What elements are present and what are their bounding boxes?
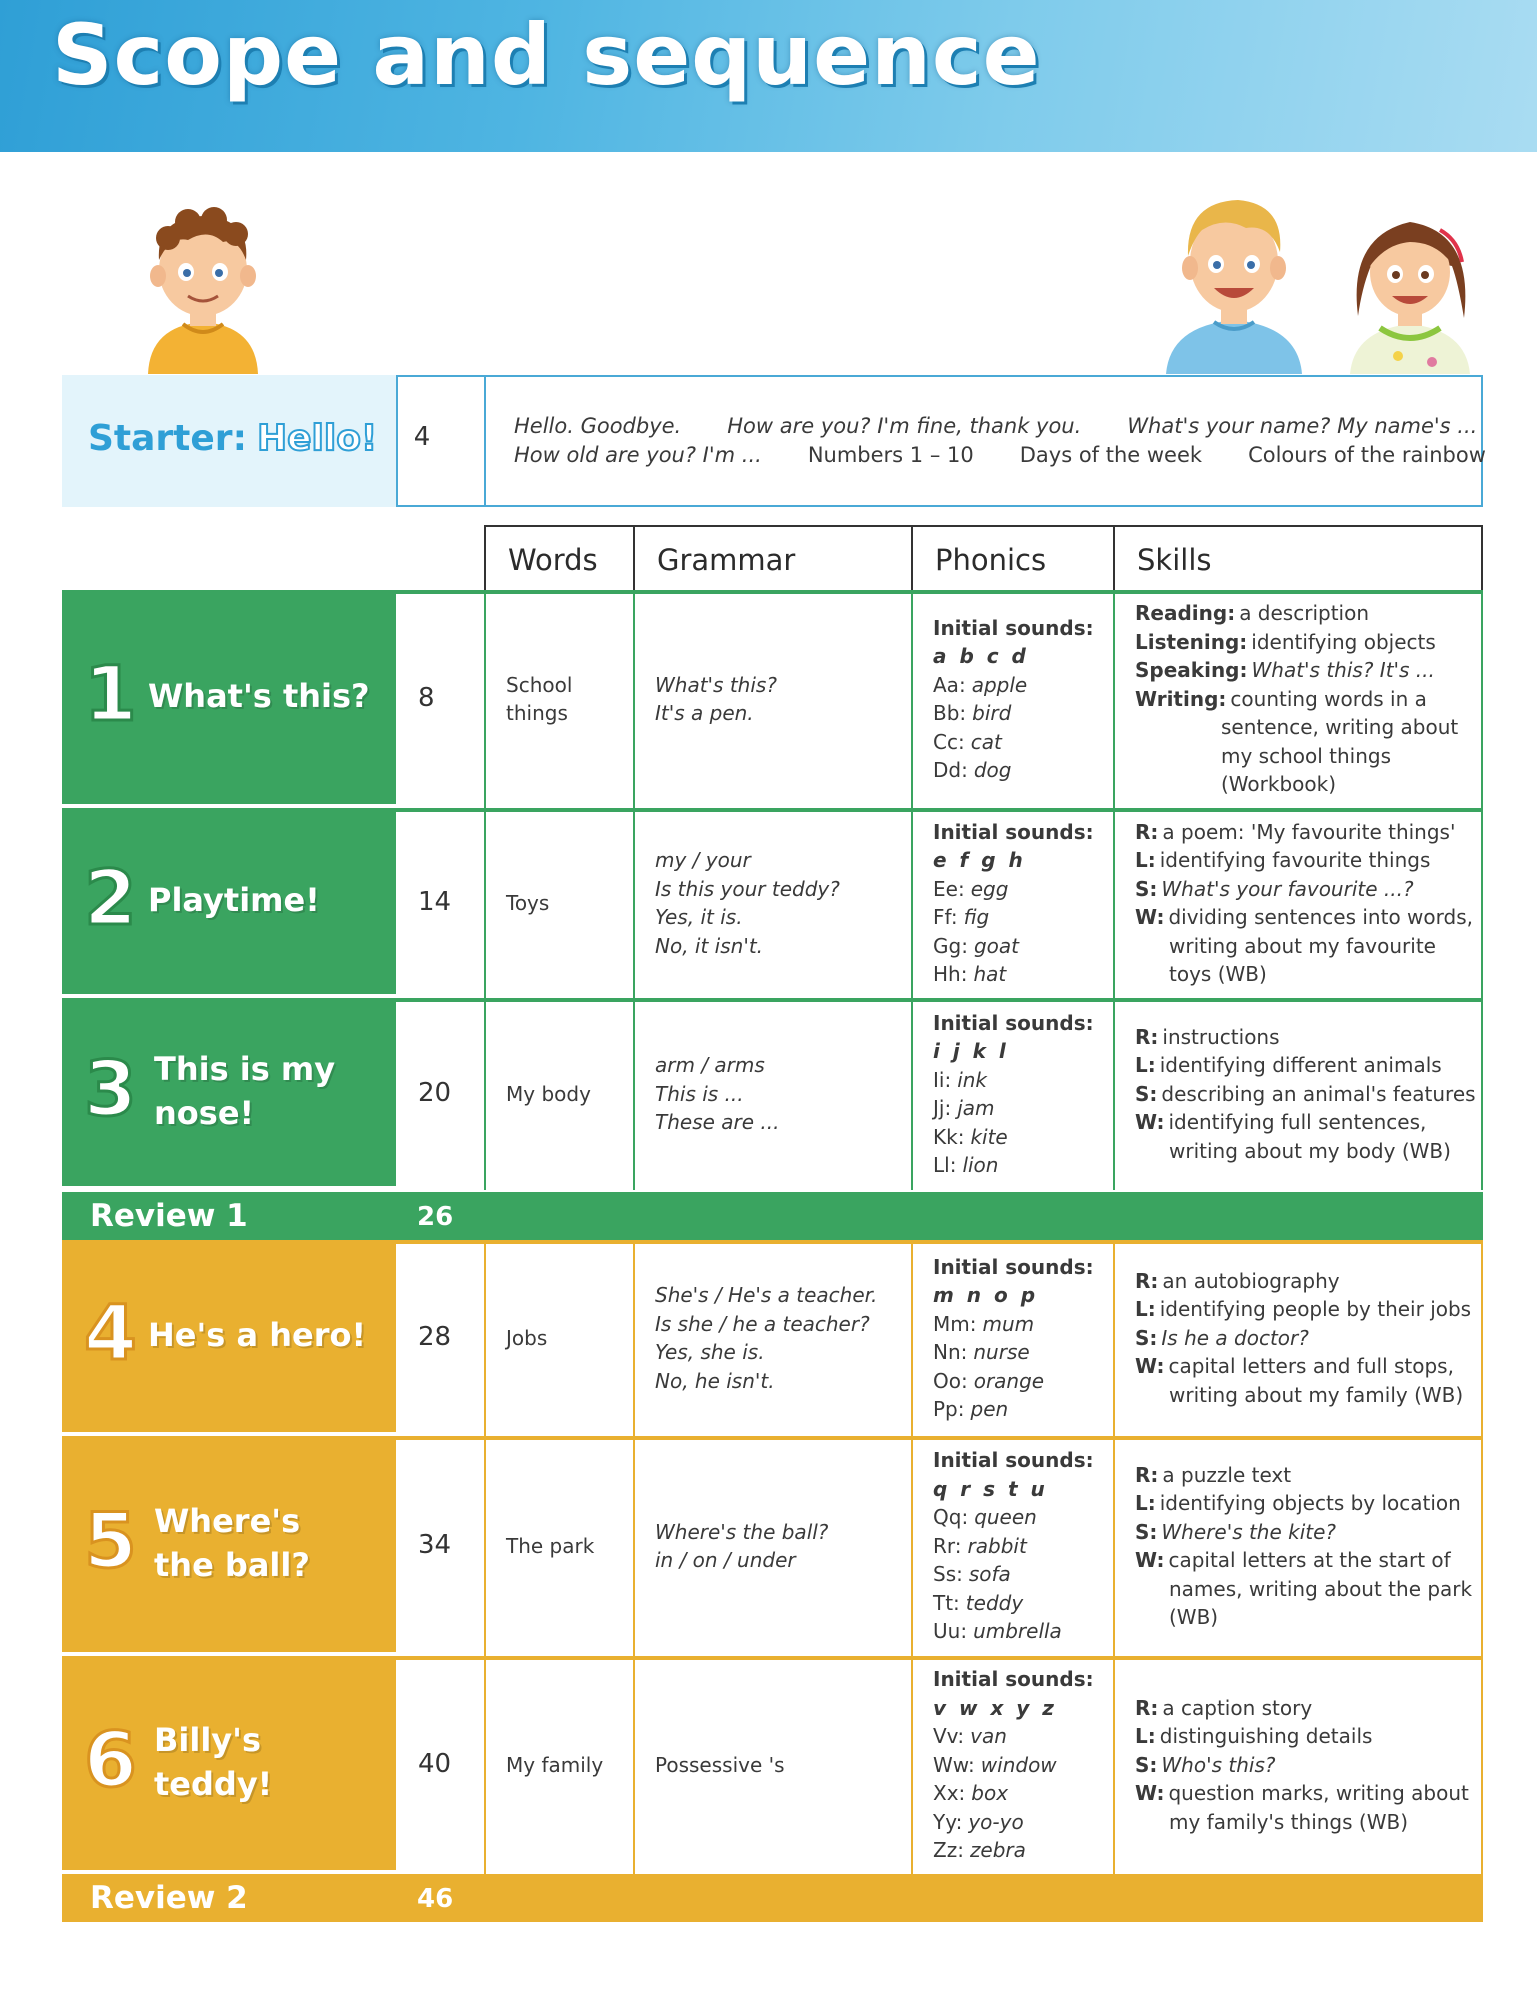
phonics-letter-pair: Cc: <box>933 729 965 754</box>
starter-topic: Days of the week <box>1019 443 1203 467</box>
phonics-item <box>933 960 1094 989</box>
unit-page-number: 8 <box>418 683 435 713</box>
skill-label: R: <box>1135 1462 1159 1487</box>
unit-grammar-text <box>655 1751 785 1780</box>
starter-title <box>88 418 377 459</box>
grammar-line: What's this? <box>655 672 777 697</box>
phonics-example-word: hat <box>973 962 1007 986</box>
phonics-example-word: rabbit <box>967 1533 1027 1558</box>
skill-label: S: <box>1135 1519 1158 1544</box>
phonics-item <box>933 671 1094 700</box>
skill-text: (WB) <box>1169 1605 1219 1629</box>
skill-label: S: <box>1135 876 1158 901</box>
skills-line <box>1135 960 1475 989</box>
phonics-item <box>933 1123 1094 1152</box>
phonics-letters: e f g h <box>933 848 1026 872</box>
phonics-letter-pair: Mm: <box>933 1311 977 1336</box>
words-line: My body <box>506 1081 591 1106</box>
unit-skills-text <box>1135 1023 1475 1166</box>
skill-text: (Workbook) <box>1221 772 1336 797</box>
skills-line <box>1135 1489 1475 1518</box>
review-page-number: 26 <box>417 1202 454 1232</box>
phonics-item <box>933 1589 1094 1618</box>
phonics-letter-pair: Zz: <box>933 1838 964 1863</box>
grammar-line: my / your <box>655 848 751 872</box>
phonics-example-word: van <box>970 1724 1007 1749</box>
unit-title-line-1: Where's <box>154 1502 301 1540</box>
starter-line-1 <box>514 414 1523 438</box>
skill-text: Where's the kite? <box>1161 1519 1337 1544</box>
skill-text: writing about my favourite <box>1169 933 1436 958</box>
unit-number: 1 <box>84 649 137 738</box>
phonics-item <box>933 1751 1094 1780</box>
phonics-item <box>933 1617 1094 1646</box>
unit-skills-text <box>1135 818 1475 989</box>
phonics-example-word: apple <box>971 672 1028 697</box>
phonics-item <box>933 728 1094 757</box>
phonics-example-word: sofa <box>968 1562 1011 1587</box>
skill-text: question marks, writing about <box>1168 1781 1469 1806</box>
skill-label: W: <box>1135 1354 1165 1379</box>
column-header-grammar: Grammar <box>633 525 911 591</box>
header-border-right <box>1481 525 1483 591</box>
phonics-letter-pair: Bb: <box>933 701 967 725</box>
unit-words-text <box>506 889 549 918</box>
skill-text: identifying people by their jobs <box>1159 1297 1472 1322</box>
phonics-heading: Initial sounds: <box>933 819 1094 844</box>
unit-label-block <box>62 1436 396 1652</box>
boy-blond-character-illustration <box>1158 186 1310 374</box>
unit-title-line-1: He's a hero! <box>148 1316 367 1354</box>
boy-character-illustration <box>128 198 278 374</box>
grammar-line: No, it isn't. <box>655 933 764 958</box>
skill-label: L: <box>1135 1724 1156 1749</box>
phonics-letter-pair: Pp: <box>933 1397 965 1421</box>
unit-phonics-text <box>933 1009 1094 1180</box>
starter-topic: Hello. Goodbye. <box>514 414 682 438</box>
grammar-line: Yes, she is. <box>655 1340 765 1364</box>
grammar-line: Is this your teddy? <box>655 876 840 901</box>
skill-label: S: <box>1135 1081 1158 1106</box>
skills-line <box>1135 1267 1475 1296</box>
skill-text: writing about my family (WB) <box>1169 1382 1464 1407</box>
page-title: Scope and sequence <box>52 6 1041 104</box>
phonics-item <box>933 1560 1094 1589</box>
unit-title-line-2: teddy! <box>154 1765 273 1803</box>
skill-text: toys (WB) <box>1169 962 1267 986</box>
phonics-example-word: ink <box>957 1067 988 1092</box>
skill-text: writing about my body (WB) <box>1169 1138 1451 1163</box>
grammar-line: Is she / he a teacher? <box>655 1311 870 1336</box>
phonics-heading: Initial sounds: <box>933 615 1094 640</box>
phonics-item <box>933 1779 1094 1808</box>
phonics-example-word: yo-yo <box>968 1809 1024 1834</box>
phonics-letter-pair: Aa: <box>933 672 966 697</box>
phonics-item <box>933 875 1094 904</box>
grammar-line: arm / arms <box>655 1053 765 1078</box>
skill-label: W: <box>1135 1110 1165 1135</box>
phonics-example-word: box <box>971 1781 1009 1806</box>
phonics-item <box>933 1532 1094 1561</box>
skill-label: R: <box>1135 1024 1159 1049</box>
skills-line <box>1135 932 1475 961</box>
skills-line <box>1135 1137 1475 1166</box>
skills-line <box>1135 685 1475 714</box>
unit-words-text <box>506 1532 594 1561</box>
skills-line <box>1135 1575 1475 1604</box>
skill-text: my family's things (WB) <box>1169 1809 1409 1834</box>
unit-phonics-text <box>933 1253 1094 1424</box>
skill-label: Writing: <box>1135 686 1227 711</box>
skill-text: a caption story <box>1162 1695 1313 1720</box>
unit-words-text <box>506 671 572 728</box>
phonics-example-word: fig <box>963 905 990 929</box>
phonics-letter-pair: Nn: <box>933 1340 968 1364</box>
phonics-example-word: kite <box>970 1124 1008 1149</box>
starter-topic: How are you? I'm fine, thank you. <box>727 414 1082 438</box>
skill-text: identifying full sentences, <box>1168 1110 1427 1135</box>
unit-label-block <box>62 590 396 804</box>
skills-line <box>1135 1051 1475 1080</box>
skill-text: describing an animal's features <box>1161 1081 1476 1106</box>
phonics-letter-pair: Ss: <box>933 1562 963 1587</box>
skill-text: identifying objects by location <box>1159 1491 1461 1515</box>
unit-title-line-2: the ball? <box>154 1546 310 1584</box>
skill-text: an autobiography <box>1162 1268 1340 1293</box>
phonics-item <box>933 1338 1094 1367</box>
skills-line <box>1135 1603 1475 1632</box>
unit-grammar-text <box>655 1051 780 1137</box>
unit-page-number: 34 <box>418 1530 452 1560</box>
unit-label-block <box>62 808 396 994</box>
skills-line <box>1135 1295 1475 1324</box>
phonics-example-word: umbrella <box>973 1619 1062 1644</box>
phonics-item <box>933 932 1094 961</box>
phonics-example-word: cat <box>970 729 1002 754</box>
skill-text: What's your favourite ...? <box>1161 876 1414 901</box>
phonics-letters: q r s t u <box>933 1476 1048 1501</box>
unit-phonics-text <box>933 818 1094 989</box>
unit-title-line-1: Billy's <box>154 1721 261 1759</box>
unit-number: 5 <box>84 1496 137 1585</box>
skills-line <box>1135 1352 1475 1381</box>
skill-label: L: <box>1135 1491 1156 1515</box>
phonics-example-word: lion <box>962 1153 999 1177</box>
phonics-example-word: mum <box>982 1311 1035 1336</box>
phonics-letter-pair: Yy: <box>933 1809 963 1834</box>
starter-content-cell <box>484 375 1483 507</box>
starter-label-text: Starter: <box>88 418 247 459</box>
phonics-example-word: queen <box>974 1505 1037 1530</box>
unit-page-cell <box>396 590 484 808</box>
skill-label: R: <box>1135 1695 1159 1720</box>
phonics-example-word: dog <box>973 758 1012 782</box>
phonics-item <box>933 903 1094 932</box>
skills-line <box>1135 628 1475 657</box>
skill-label: W: <box>1135 1548 1165 1572</box>
review-label: Review 1 <box>90 1198 248 1234</box>
unit-page-number: 14 <box>418 887 452 917</box>
skills-line <box>1135 903 1475 932</box>
phonics-example-word: orange <box>973 1368 1045 1393</box>
unit-page-number: 40 <box>418 1749 452 1779</box>
grammar-line: Possessive 's <box>655 1752 785 1777</box>
skill-label: L: <box>1135 848 1156 872</box>
unit-title-line-1: What's this? <box>148 677 370 715</box>
unit-words-text <box>506 1080 591 1109</box>
unit-skills-text <box>1135 1267 1475 1410</box>
unit-grammar-text <box>655 1518 828 1575</box>
unit-number: 3 <box>84 1044 137 1133</box>
phonics-item <box>933 1395 1094 1424</box>
skills-line <box>1135 742 1475 771</box>
phonics-letter-pair: Tt: <box>933 1590 960 1615</box>
skills-line <box>1135 656 1475 685</box>
column-header-phonics: Phonics <box>911 525 1113 591</box>
skill-text: identifying different animals <box>1159 1053 1442 1078</box>
phonics-letter-pair: Uu: <box>933 1619 968 1644</box>
phonics-letter-pair: Oo: <box>933 1368 968 1393</box>
unit-phonics-text <box>933 1665 1094 1865</box>
unit-label-block <box>62 1240 396 1432</box>
phonics-item <box>933 1836 1094 1865</box>
phonics-heading: Initial sounds: <box>933 1667 1094 1692</box>
phonics-letter-pair: Kk: <box>933 1124 965 1149</box>
skill-text: sentence, writing about <box>1221 715 1459 740</box>
skills-line <box>1135 713 1475 742</box>
phonics-letter-pair: Qq: <box>933 1505 969 1530</box>
skills-line <box>1135 1518 1475 1547</box>
skill-text: Who's this? <box>1161 1752 1276 1777</box>
skills-line <box>1135 1779 1475 1808</box>
phonics-letter-pair: Gg: <box>933 933 968 958</box>
girl-character-illustration <box>1340 196 1480 374</box>
skill-text: my school things <box>1221 743 1392 768</box>
review-bar <box>62 1874 1483 1922</box>
phonics-item <box>933 1094 1094 1123</box>
phonics-letters: m n o p <box>933 1283 1039 1307</box>
phonics-letter-pair: Ii: <box>933 1067 952 1092</box>
skill-text: identifying objects <box>1251 629 1436 654</box>
unit-page-cell <box>396 1240 484 1436</box>
phonics-heading: Initial sounds: <box>933 1254 1094 1279</box>
unit-page-cell <box>396 1656 484 1874</box>
unit-grammar-text <box>655 846 840 960</box>
phonics-example-word: bird <box>972 701 1012 725</box>
skill-label: L: <box>1135 1297 1156 1322</box>
unit-page-number: 28 <box>418 1322 452 1352</box>
phonics-letter-pair: Ll: <box>933 1153 957 1177</box>
phonics-example-word: zebra <box>969 1838 1026 1863</box>
unit-number: 2 <box>84 853 137 942</box>
phonics-letter-pair: Hh: <box>933 962 968 986</box>
skills-line <box>1135 770 1475 799</box>
phonics-item <box>933 1151 1094 1180</box>
grammar-line: These are ... <box>655 1110 780 1135</box>
grammar-line: Yes, it is. <box>655 905 743 929</box>
phonics-example-word: goat <box>973 933 1019 958</box>
unit-skills-text <box>1135 599 1475 799</box>
skills-line <box>1135 1080 1475 1109</box>
unit-label-block <box>62 1656 396 1870</box>
phonics-example-word: egg <box>970 876 1009 901</box>
skill-label: Reading: <box>1135 601 1236 626</box>
phonics-letter-pair: Rr: <box>933 1533 962 1558</box>
unit-words-text <box>506 1324 547 1353</box>
phonics-letter-pair: Jj: <box>933 1096 952 1120</box>
starter-label-hello: Hello! <box>256 418 378 459</box>
phonics-letters: i j k l <box>933 1039 1009 1063</box>
skill-text: capital letters and full stops, <box>1168 1354 1454 1379</box>
phonics-item <box>933 1722 1094 1751</box>
phonics-item <box>933 1503 1094 1532</box>
phonics-heading: Initial sounds: <box>933 1448 1094 1473</box>
phonics-letter-pair: Xx: <box>933 1781 966 1806</box>
unit-number: 4 <box>84 1288 137 1377</box>
phonics-example-word: window <box>980 1752 1057 1777</box>
skill-text: a puzzle text <box>1162 1462 1292 1487</box>
unit-label-block <box>62 998 396 1186</box>
unit-title-line-1: This is my <box>154 1050 336 1088</box>
grammar-line: Where's the ball? <box>655 1519 829 1544</box>
skill-text: a poem: 'My favourite things' <box>1162 819 1456 844</box>
phonics-letter-pair: Ff: <box>933 905 958 929</box>
words-line: Toys <box>506 890 550 915</box>
phonics-example-word: nurse <box>973 1340 1030 1364</box>
unit-skills-text <box>1135 1461 1475 1632</box>
skill-text: What's this? It's ... <box>1251 658 1435 683</box>
grammar-line: No, he isn't. <box>655 1368 775 1393</box>
skills-line <box>1135 1808 1475 1837</box>
column-header-words: Words <box>484 525 633 591</box>
skill-label: R: <box>1135 819 1159 844</box>
phonics-item <box>933 1367 1094 1396</box>
starter-topic: How old are you? I'm ... <box>514 443 762 467</box>
skill-label: W: <box>1135 1781 1165 1806</box>
unit-grammar-text <box>655 1281 877 1395</box>
unit-words-text <box>506 1751 603 1780</box>
skill-label: R: <box>1135 1268 1159 1293</box>
skills-line <box>1135 1108 1475 1137</box>
phonics-letter-pair: Vv: <box>933 1724 965 1749</box>
skills-line <box>1135 1381 1475 1410</box>
starter-line-2 <box>514 443 1532 467</box>
skill-label: S: <box>1135 1325 1158 1350</box>
skills-line <box>1135 818 1475 847</box>
unit-page-cell <box>396 1436 484 1656</box>
skills-line <box>1135 1461 1475 1490</box>
starter-topic: Colours of the rainbow <box>1248 443 1486 467</box>
skill-text: capital letters at the start of <box>1168 1548 1451 1572</box>
grammar-line: It's a pen. <box>655 701 754 725</box>
review-label: Review 2 <box>90 1880 248 1916</box>
skill-text: names, writing about the park <box>1169 1576 1473 1601</box>
words-line: things <box>506 701 568 725</box>
review-page-number: 46 <box>417 1884 454 1914</box>
skill-text: counting words in a <box>1230 686 1427 711</box>
unit-phonics-text <box>933 1446 1094 1646</box>
words-line: School <box>506 672 573 697</box>
starter-topic: Numbers 1 – 10 <box>807 443 974 467</box>
skill-text: distinguishing details <box>1159 1724 1373 1749</box>
skill-label: S: <box>1135 1752 1158 1777</box>
words-line: Jobs <box>506 1325 548 1350</box>
phonics-letters: v w x y z <box>933 1695 1057 1720</box>
grammar-line: in / on / under <box>655 1548 796 1572</box>
unit-title-line-2: nose! <box>154 1094 255 1132</box>
skills-line <box>1135 1546 1475 1575</box>
unit-number: 6 <box>84 1715 137 1804</box>
unit-page-number: 20 <box>418 1078 452 1108</box>
phonics-example-word: jam <box>957 1096 995 1120</box>
unit-page-cell <box>396 808 484 998</box>
phonics-letters: a b c d <box>933 644 1029 668</box>
phonics-item <box>933 699 1094 728</box>
skills-line <box>1135 1324 1475 1353</box>
phonics-example-word: pen <box>970 1397 1009 1421</box>
skills-line <box>1135 599 1475 628</box>
skill-label: L: <box>1135 1053 1156 1078</box>
skill-label: Speaking: <box>1135 658 1248 683</box>
skills-line <box>1135 1023 1475 1052</box>
grammar-line: She's / He's a teacher. <box>655 1283 878 1307</box>
skill-label: Listening: <box>1135 629 1248 654</box>
skills-line <box>1135 875 1475 904</box>
skill-text: identifying favourite things <box>1159 848 1431 872</box>
skill-text: instructions <box>1162 1024 1280 1049</box>
phonics-example-word: teddy <box>965 1590 1024 1615</box>
unit-phonics-text <box>933 614 1094 785</box>
phonics-letter-pair: Dd: <box>933 758 968 782</box>
phonics-item <box>933 1066 1094 1095</box>
skills-line <box>1135 1722 1475 1751</box>
skill-text: dividing sentences into words, <box>1168 905 1473 929</box>
words-line: The park <box>506 1533 595 1558</box>
skill-label: W: <box>1135 905 1165 929</box>
phonics-item <box>933 1310 1094 1339</box>
grammar-line: This is ... <box>655 1081 744 1106</box>
skills-line <box>1135 1694 1475 1723</box>
phonics-letter-pair: Ee: <box>933 876 965 901</box>
skill-text: a description <box>1239 601 1370 626</box>
unit-title-line-1: Playtime! <box>148 881 320 919</box>
words-line: My family <box>506 1752 604 1777</box>
skill-text: Is he a doctor? <box>1161 1325 1309 1350</box>
skills-line <box>1135 1751 1475 1780</box>
phonics-item <box>933 1808 1094 1837</box>
unit-page-cell <box>396 998 484 1190</box>
review-bar <box>62 1192 1483 1240</box>
starter-page-number: 4 <box>413 422 431 452</box>
unit-skills-text <box>1135 1694 1475 1837</box>
phonics-heading: Initial sounds: <box>933 1010 1094 1035</box>
skills-line <box>1135 846 1475 875</box>
phonics-item <box>933 756 1094 785</box>
phonics-letter-pair: Ww: <box>933 1752 975 1777</box>
unit-grammar-text <box>655 671 777 728</box>
starter-topic: What's your name? My name's ... <box>1127 414 1478 438</box>
column-header-skills: Skills <box>1113 525 1483 591</box>
